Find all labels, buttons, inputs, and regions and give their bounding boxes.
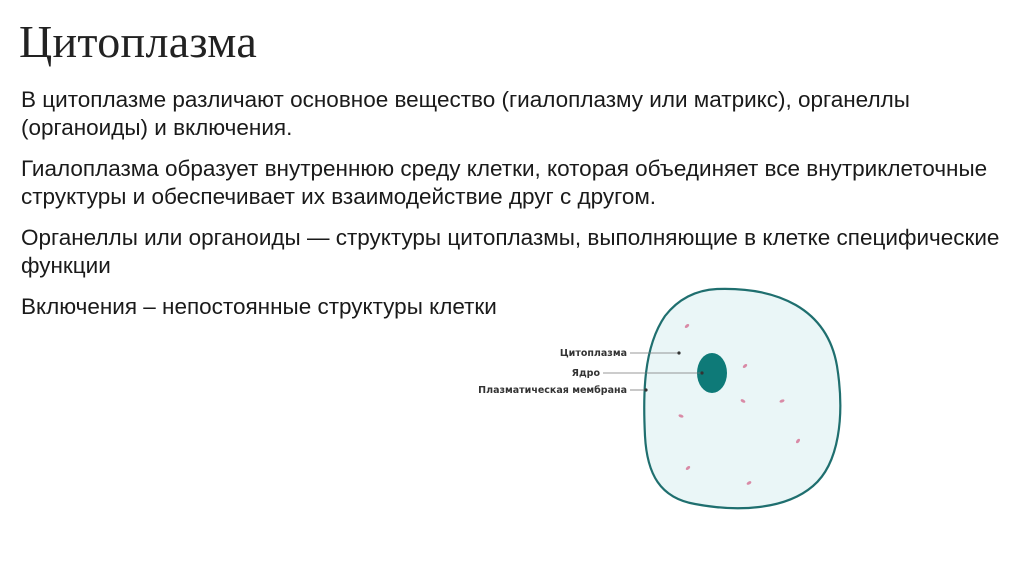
leader-dot-nucleus: [700, 371, 703, 374]
paragraph-hyaloplasm: Гиалоплазма образует внутреннюю среду клетки, которая объединяет все внутриклеточные структуры и обеспечивает их взаимодействие друг с другом.: [21, 156, 988, 209]
cell-diagram: [455, 286, 855, 516]
leader-dot-cytoplasm: [677, 351, 680, 354]
slide-title: Цитоплазма: [19, 16, 258, 67]
cell-membrane: [644, 289, 840, 508]
paragraph-cytoplasm-composition: В цитоплазме различают основное вещество (гиалоплазму или матрикс), органеллы (органоиды) и включения.: [21, 87, 910, 140]
cell-diagram-svg: [455, 286, 855, 516]
label-cytoplasm: Цитоплазма: [559, 348, 627, 359]
leader-dot-membrane: [644, 388, 647, 391]
paragraph-inclusions: Включения – непостоянные структуры клетки: [21, 294, 497, 319]
label-membrane: Плазматическая мембрана: [478, 385, 627, 396]
paragraph-organelles: Органеллы или органоиды — структуры цитоплазмы, выполняющие в клетке специфические функции: [21, 225, 1000, 278]
label-nucleus: Ядро: [571, 368, 600, 379]
